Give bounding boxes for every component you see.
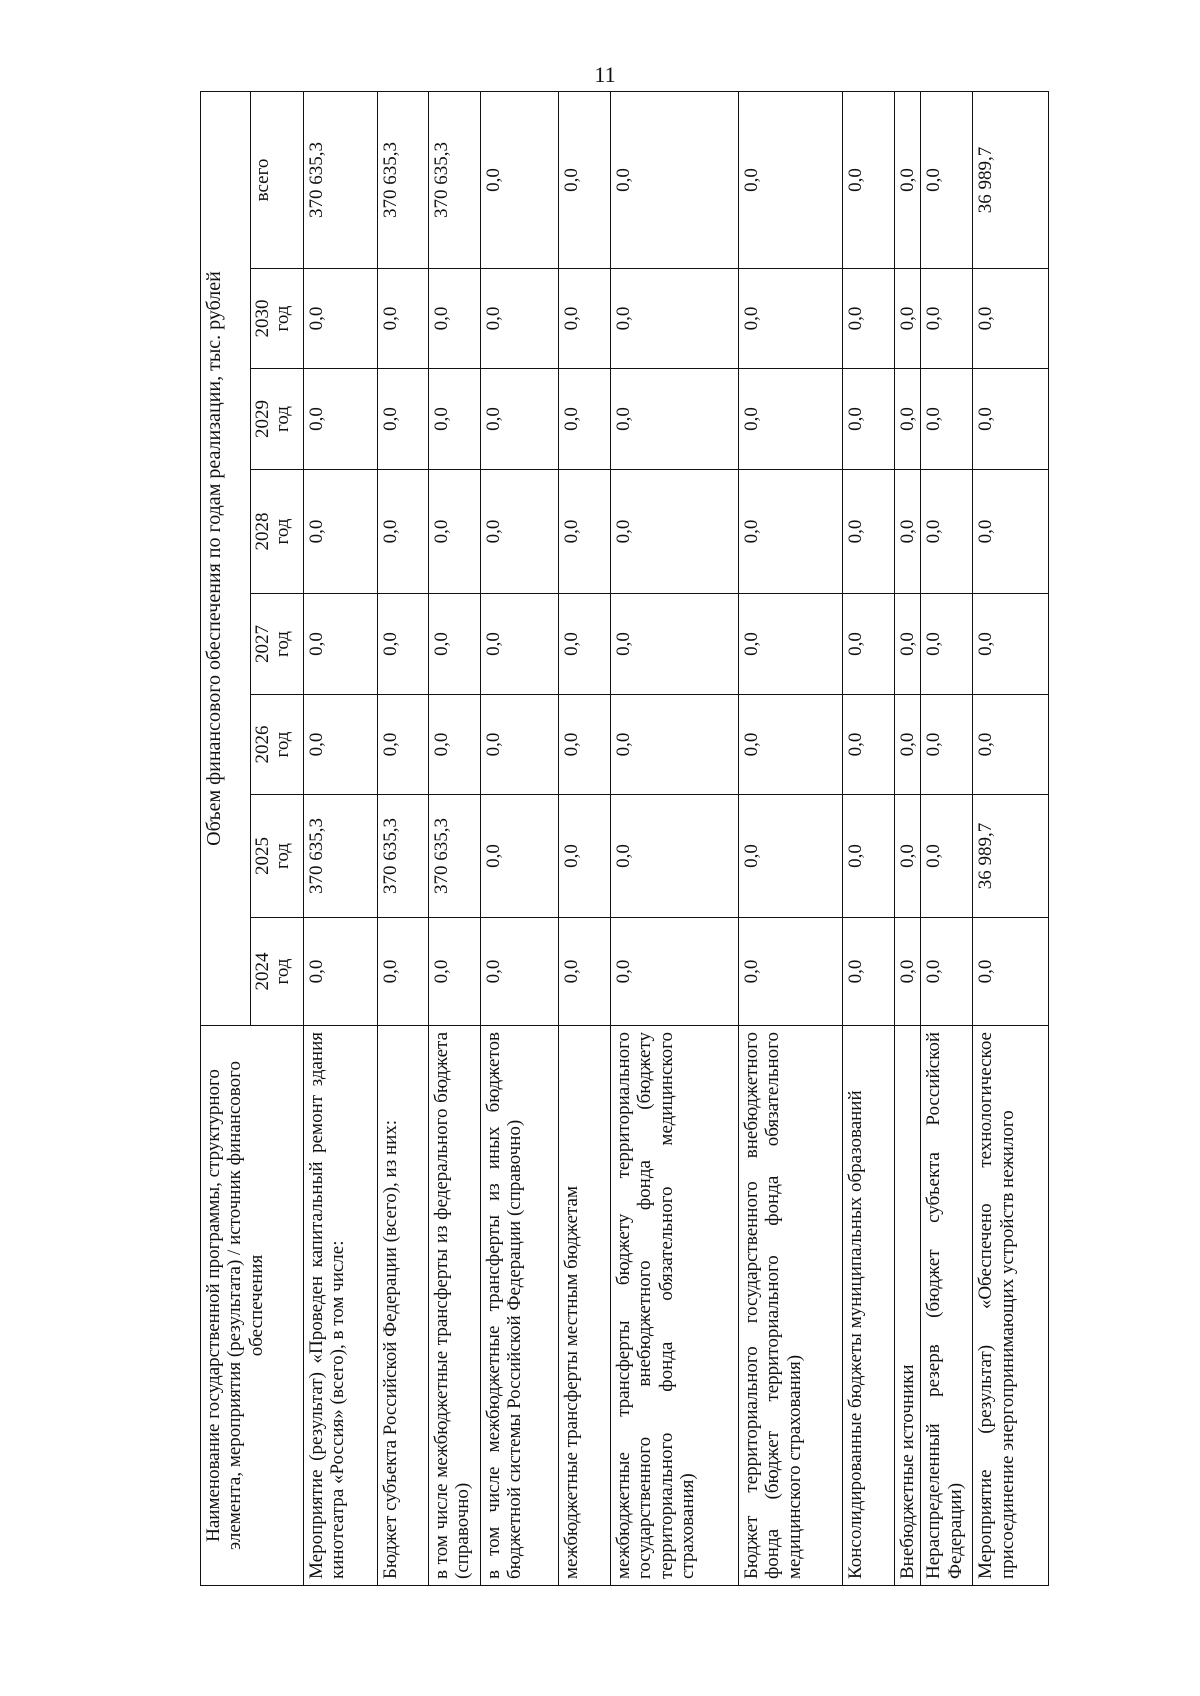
- value-cell: 0,0: [973, 594, 1049, 695]
- value-cell: 0,0: [611, 795, 739, 918]
- value-cell: 0,0: [895, 470, 921, 594]
- year-header: 2029 год: [251, 369, 304, 470]
- value-cell: 0,0: [895, 594, 921, 695]
- row-name-cell: Бюджет субъекта Российской Федерации (всего), из них:: [378, 1026, 429, 1586]
- row-name-cell: Внебюджетные источники: [895, 1026, 921, 1586]
- rotated-table-container: [200, 92, 1021, 1586]
- value-cell: 0,0: [843, 795, 895, 918]
- value-cell: 0,0: [429, 594, 481, 695]
- year-header: 2027 год: [251, 594, 304, 695]
- value-cell: 0,0: [559, 795, 611, 918]
- year-header: 2028 год: [251, 470, 304, 594]
- value-cell: 0,0: [559, 470, 611, 594]
- value-cell: 0,0: [481, 695, 559, 795]
- row-name-cell: Бюджет территориального государственного внебюджетного фонда (бюджет территориального фонда обязательного медицинского страхования): [739, 1026, 843, 1586]
- value-cell: 0,0: [973, 918, 1049, 1026]
- row-name-cell: межбюджетные трансферты бюджету территориального государственного внебюджетного фонда (бюджету территориального фонда обязательного медицинского страхования): [611, 1026, 739, 1586]
- row-name-cell: межбюджетные трансферты местным бюджетам: [559, 1026, 611, 1586]
- value-cell: 0,0: [378, 470, 429, 594]
- value-cell: 0,0: [843, 594, 895, 695]
- value-cell: 0,0: [429, 918, 481, 1026]
- header-row-1: [201, 91, 251, 1585]
- value-cell: 0,0: [481, 269, 559, 369]
- value-cell: 0,0: [304, 918, 378, 1026]
- financing-table: [200, 91, 1049, 1586]
- value-cell: 0,0: [611, 470, 739, 594]
- row-name-cell: Нераспределенный резерв (бюджет субъекта Российской Федерации): [921, 1026, 973, 1586]
- value-cell: 0,0: [739, 918, 843, 1026]
- table-row: [429, 91, 481, 1585]
- table-row: [739, 91, 843, 1585]
- value-cell: 0,0: [481, 594, 559, 695]
- value-cell: 0,0: [611, 594, 739, 695]
- value-cell: 0,0: [481, 369, 559, 470]
- row-name-cell: Мероприятие (результат) «Проведен капитальный ремонт здания кинотеатра «Россия» (всего), в том числе:: [304, 1026, 378, 1586]
- table-row: [611, 91, 739, 1585]
- value-cell: 0,0: [739, 269, 843, 369]
- value-cell: 0,0: [304, 695, 378, 795]
- value-cell: 0,0: [921, 470, 973, 594]
- row-name-cell: в том числе межбюджетные трансферты из федерального бюджета (справочно): [429, 1026, 481, 1586]
- value-cell: 0,0: [895, 369, 921, 470]
- value-cell: 0,0: [895, 695, 921, 795]
- volume-header: Объем финансового обеспечения по годам реализации, тыс. рублей: [201, 91, 251, 1025]
- value-cell: 0,0: [895, 918, 921, 1026]
- value-cell: 0,0: [843, 695, 895, 795]
- table-body: [304, 91, 1049, 1585]
- table-row: [304, 91, 378, 1585]
- row-name-cell: в том числе межбюджетные трансферты из иных бюджетов бюджетной системы Российской Федерации (справочно): [481, 1026, 559, 1586]
- value-cell: 0,0: [843, 470, 895, 594]
- value-cell: 0,0: [378, 918, 429, 1026]
- value-cell: 0,0: [611, 918, 739, 1026]
- value-cell: 0,0: [559, 695, 611, 795]
- total-cell: 370 635,3: [304, 91, 378, 268]
- table-row: [895, 91, 921, 1585]
- value-cell: 0,0: [481, 795, 559, 918]
- value-cell: 0,0: [429, 369, 481, 470]
- value-cell: 0,0: [843, 269, 895, 369]
- total-cell: 36 989,7: [973, 91, 1049, 268]
- value-cell: 0,0: [739, 695, 843, 795]
- value-cell: 0,0: [921, 369, 973, 470]
- value-cell: 0,0: [921, 918, 973, 1026]
- value-cell: 0,0: [378, 695, 429, 795]
- year-header: 2025 год: [251, 795, 304, 918]
- value-cell: 0,0: [304, 369, 378, 470]
- value-cell: 0,0: [378, 369, 429, 470]
- year-header: 2026 год: [251, 695, 304, 795]
- value-cell: 0,0: [429, 269, 481, 369]
- total-header: всего: [251, 91, 304, 268]
- year-header: 2024 год: [251, 918, 304, 1026]
- table-row: [973, 91, 1049, 1585]
- table-row: [481, 91, 559, 1585]
- year-header: 2030 год: [251, 269, 304, 369]
- value-cell: 0,0: [304, 594, 378, 695]
- total-cell: 370 635,3: [378, 91, 429, 268]
- value-cell: 370 635,3: [378, 795, 429, 918]
- value-cell: 0,0: [921, 269, 973, 369]
- value-cell: 0,0: [739, 795, 843, 918]
- row-name-cell: Консолидированные бюджеты муниципальных образований: [843, 1026, 895, 1586]
- value-cell: 0,0: [611, 695, 739, 795]
- value-cell: 0,0: [559, 369, 611, 470]
- total-cell: 0,0: [921, 91, 973, 268]
- row-name-cell: Мероприятие (результат) «Обеспечено технологическое присоединение энергопринимающих устройств нежилого: [973, 1026, 1049, 1586]
- value-cell: 0,0: [843, 369, 895, 470]
- value-cell: 0,0: [304, 470, 378, 594]
- value-cell: 0,0: [559, 269, 611, 369]
- value-cell: 0,0: [559, 918, 611, 1026]
- value-cell: 0,0: [378, 269, 429, 369]
- value-cell: 0,0: [739, 369, 843, 470]
- value-cell: 0,0: [973, 695, 1049, 795]
- total-cell: 0,0: [611, 91, 739, 268]
- value-cell: 0,0: [481, 470, 559, 594]
- value-cell: 0,0: [739, 470, 843, 594]
- value-cell: 0,0: [559, 594, 611, 695]
- value-cell: 0,0: [973, 269, 1049, 369]
- total-cell: 0,0: [559, 91, 611, 268]
- table-row: [843, 91, 895, 1585]
- total-cell: 0,0: [481, 91, 559, 268]
- value-cell: 0,0: [921, 594, 973, 695]
- value-cell: 370 635,3: [304, 795, 378, 918]
- value-cell: 0,0: [429, 695, 481, 795]
- total-cell: 0,0: [895, 91, 921, 268]
- total-cell: 370 635,3: [429, 91, 481, 268]
- total-cell: 0,0: [739, 91, 843, 268]
- value-cell: 36 989,7: [973, 795, 1049, 918]
- value-cell: 0,0: [611, 369, 739, 470]
- value-cell: 0,0: [843, 918, 895, 1026]
- table-row: [921, 91, 973, 1585]
- value-cell: 0,0: [921, 695, 973, 795]
- value-cell: 0,0: [921, 795, 973, 918]
- value-cell: 0,0: [378, 594, 429, 695]
- value-cell: 0,0: [973, 369, 1049, 470]
- value-cell: 370 635,3: [429, 795, 481, 918]
- page-number: 11: [594, 62, 616, 87]
- value-cell: 0,0: [895, 795, 921, 918]
- table-row: [559, 91, 611, 1585]
- value-cell: 0,0: [973, 470, 1049, 594]
- value-cell: 0,0: [895, 269, 921, 369]
- total-cell: 0,0: [843, 91, 895, 268]
- value-cell: 0,0: [611, 269, 739, 369]
- value-cell: 0,0: [429, 470, 481, 594]
- name-column-header: Наименование государственной программы, структурного элемента, мероприятия (результата) / источник финансового обеспечения: [201, 1026, 304, 1586]
- value-cell: 0,0: [739, 594, 843, 695]
- table-row: [378, 91, 429, 1585]
- value-cell: 0,0: [481, 918, 559, 1026]
- value-cell: 0,0: [304, 269, 378, 369]
